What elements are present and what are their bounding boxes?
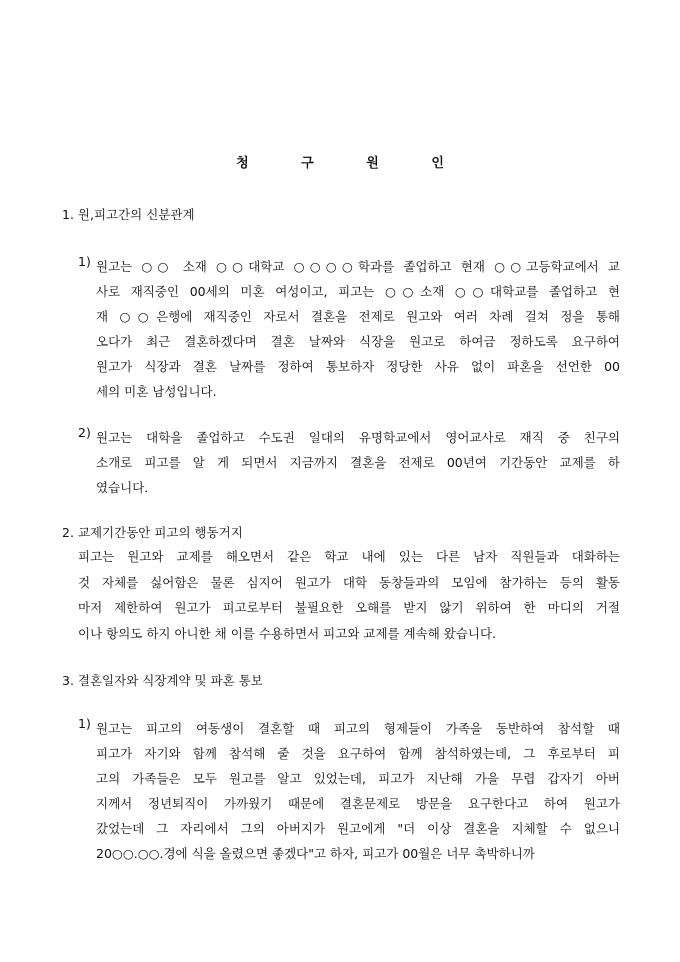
text-line: 20○○.○○.경에 식을 올렸으면 좋겠다"고 하자, 피고가 00월은 너무 촉박하니까 (96, 846, 535, 861)
text-line: 세의 미혼 남성입니다. (96, 384, 217, 399)
text-line: 피고는 원고와 교제를 해오면서 같은 학교 내에 있는 다른 남자 직원들과 대화하는 (78, 549, 620, 564)
text-line: 원고는 대학을 졸업하고 수도권 일대의 유명학교에서 영어교사로 재직 중 친구의 (96, 430, 620, 445)
text-line: 원고는 피고의 여동생이 결혼할 때 피고의 형제들이 가족을 동반하여 참석할 때 (96, 721, 620, 736)
section-heading-3: 3. 결혼일자와 식장계약 및 파혼 통보 (62, 673, 263, 688)
text-line: 원고는 ○○ 소재 ○○대학교 ○○○○학과를 졸업하고 현재 ○○고등학교에서 교 (96, 259, 620, 274)
text-line: 소개로 피고를 알 게 되면서 지금까지 결혼을 전제로 00년여 기간동안 교제를 하 (96, 455, 620, 470)
item-text (96, 254, 620, 404)
text-line: 원고가 식장과 결혼 날짜를 정하여 통보하자 정당한 사유 없이 파혼을 선언한 00 (96, 359, 620, 374)
item-text (96, 716, 620, 866)
text-line: 였습니다. (96, 480, 149, 495)
item-number: 2) (78, 425, 91, 440)
text-line: 것 자체를 싫어함은 물론 심지어 원고가 대학 동창들과의 모임에 참가하는 등의 활동 (78, 574, 620, 590)
text-line: 고의 가족들은 모두 원고를 알고 있었는데, 피고가 지난해 가을 무렵 갑자기 아버 (96, 771, 620, 786)
text-line: 오다가 최근 결혼하겠다며 결혼 날짜와 식장을 원고로 하여금 정하도록 요구하여 (96, 334, 620, 349)
text-line: 지께서 정년퇴직이 가까웠기 때문에 결혼문제로 방문을 요구한다고 하여 원고가 (96, 796, 620, 811)
text-line: 이나 항의도 하지 아니한 채 이를 수용하면서 피고와 교제를 계속해 왔습니다. (78, 625, 497, 641)
text-line: 갔었는데 그 자리에서 그의 아버지가 원고에게 "더 이상 결혼을 지체할 수 없으니 (96, 821, 620, 836)
item-number: 1) (78, 716, 91, 731)
item-text (96, 425, 620, 500)
document-title: 청 구 원 인 (236, 156, 468, 171)
text-line: 피고가 자기와 함께 참석해 줄 것을 요구하여 함께 참석하였는데, 그 후로부터 피 (96, 746, 620, 761)
section-heading-2: 2. 교제기간동안 피고의 행동거지 (62, 525, 243, 540)
item-number: 1) (78, 254, 91, 269)
text-line: 재 ○○은행에 재직중인 자로서 결혼을 전제로 원고와 여러 차례 걸쳐 정을 통해 (96, 309, 620, 324)
text-line: 마저 제한하여 원고가 피고로부터 불필요한 오해를 받지 않기 위하여 한 마디의 거절 (78, 600, 620, 615)
section-2-paragraph (78, 544, 620, 646)
text-line: 사로 재직중인 00세의 미혼 여성이고, 피고는 ○○소재 ○○대학교를 졸업하고 현 (96, 284, 620, 299)
section-heading-1: 1. 원,피고간의 신분관계 (62, 207, 195, 222)
